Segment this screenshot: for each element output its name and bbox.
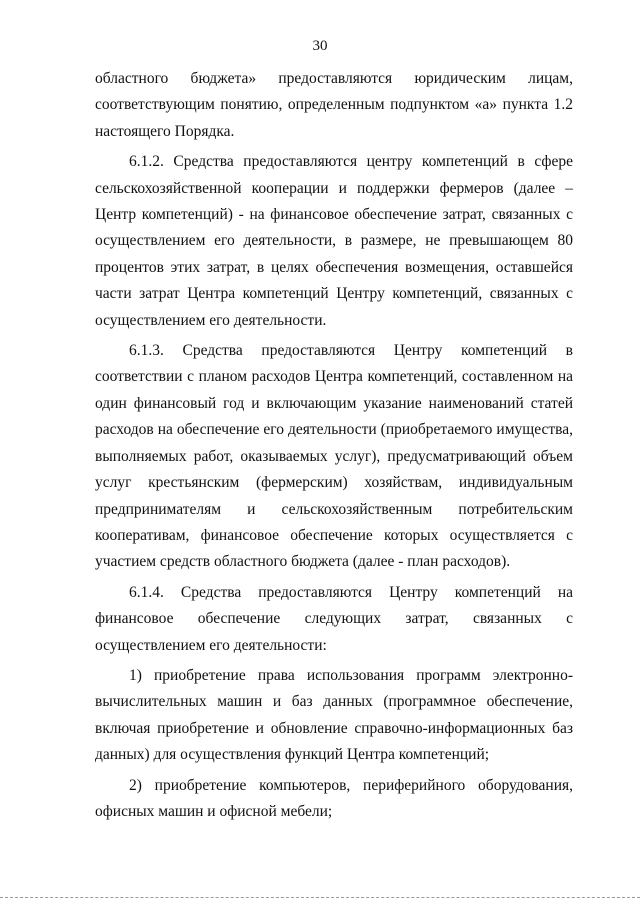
scan-edge-divider: [0, 897, 640, 899]
paragraph-6-1-4: 6.1.4. Средства предоставляются Центру компетенций на финансовое обеспечение следующих затрат, связанных с осуществлением его деятельности:: [95, 583, 573, 654]
list-item-1: 1) приобретение права использования программ электронно-вычислительных машин и баз данных (программное обеспечение, включая приобретение и обновление справочно-информационных баз данных) для осуществления функций Центра компетенций;: [95, 666, 573, 764]
list-item-2: 2) приобретение компьютеров, периферийного оборудования, офисных машин и офисной мебели;: [95, 776, 573, 820]
paragraph-continuation: областного бюджета» предоставляются юридическим лицам, соответствующим понятию, определенным подпунктом «а» пункта 1.2 настоящего Порядка.: [95, 70, 573, 140]
page-number: 30: [312, 38, 328, 54]
paragraph-6-1-3: 6.1.3. Средства предоставляются Центру компетенций в соответствии с планом расходов Центра компетенций, составленном на один финансовый год и включающим указание наименований статей расходов на обеспечение его деятельности (приобретаемого имущества, выполняемых работ, оказываемых услуг), предусматривающий объем услуг крестьянским (фермерским) хозяйствам, индивидуальным предпринимателям и сельскохозяйственным потребительским кооперативам, финансовое обеспечение которых осуществляется с участием средств областного бюджета (далее - план расходов).: [95, 342, 573, 571]
paragraph-6-1-2: 6.1.2. Средства предоставляются центру компетенций в сфере сельскохозяйственной кооперации и поддержки фермеров (далее – Центр компетенций) - на финансовое обеспечение затрат, связанных с осуществлением его деятельности, в размере, не превышающем 80 процентов этих затрат, в целях обеспечения возмещения, оставшейся части затрат Центра компетенций Центру компетенций, связанных с осуществлением его деятельности.: [95, 153, 573, 329]
document-body: [95, 66, 573, 825]
